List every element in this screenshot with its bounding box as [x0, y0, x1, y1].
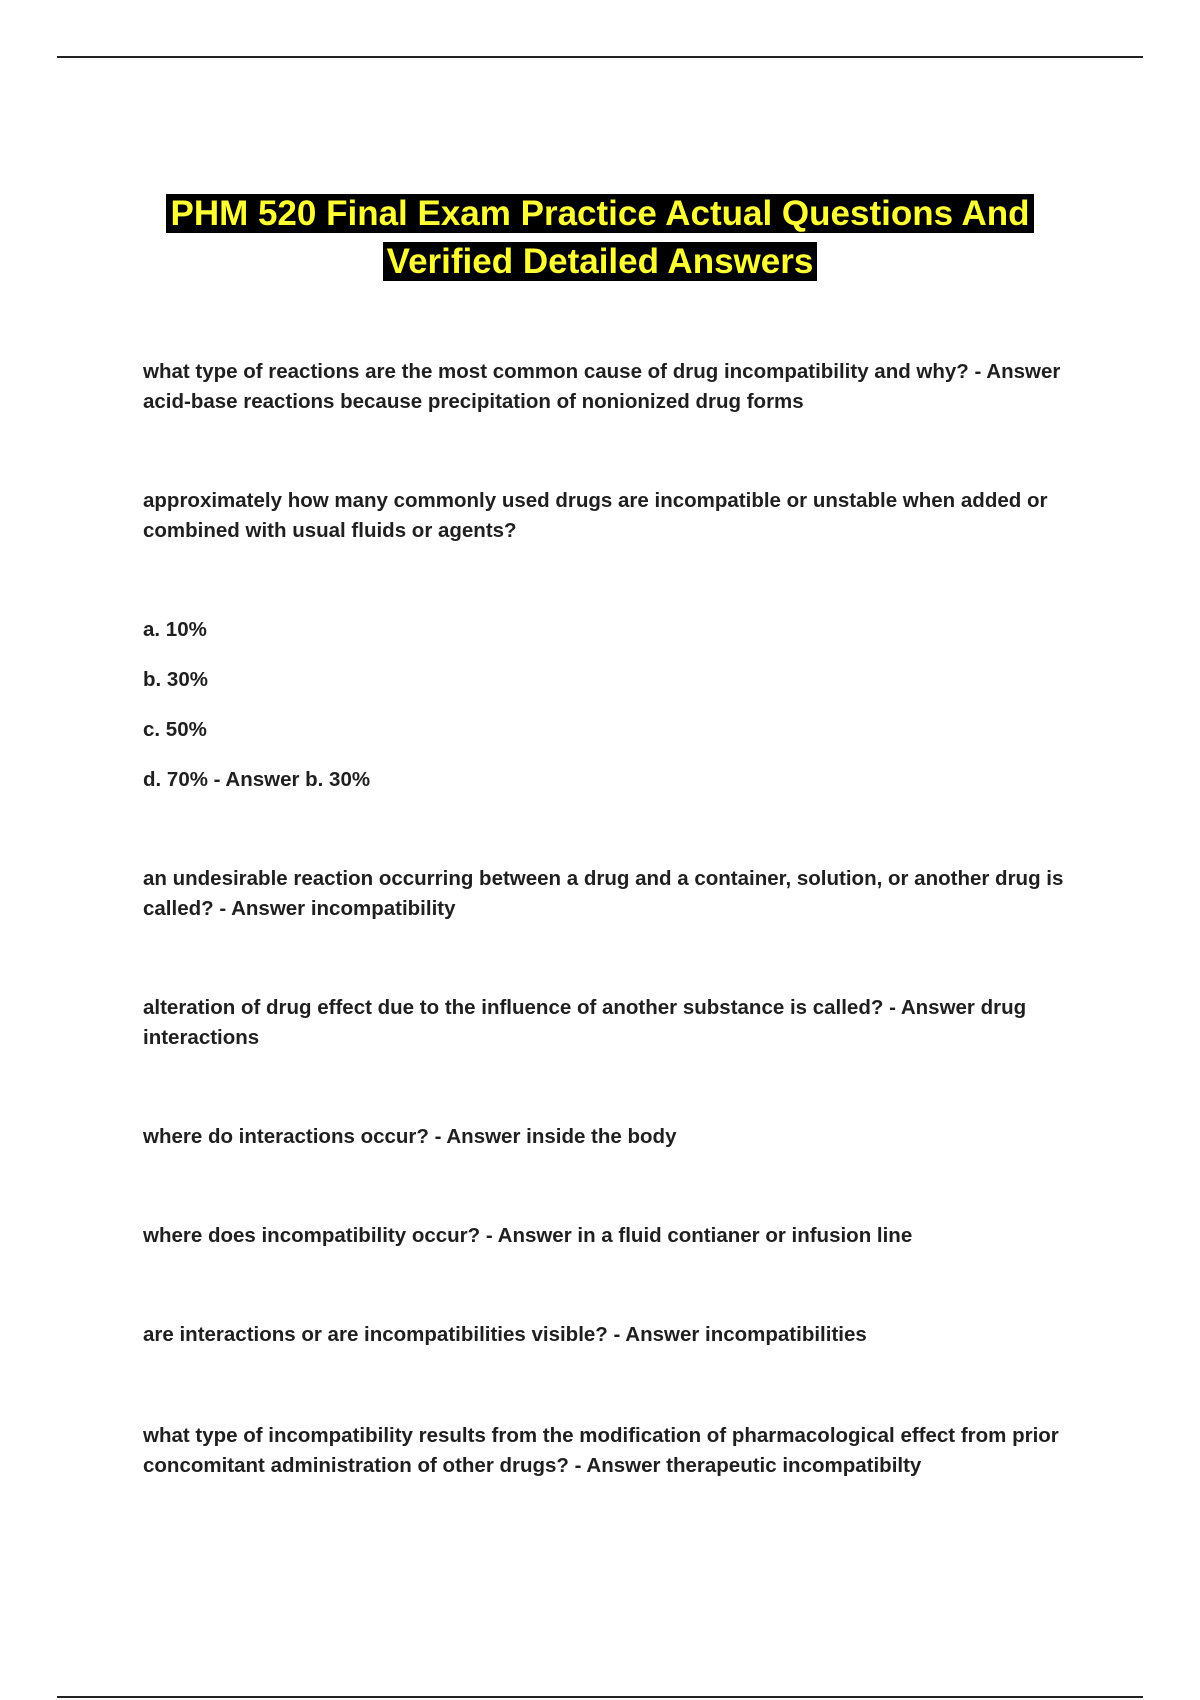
- top-rule: [57, 56, 1143, 58]
- qa-item-3: [143, 864, 1103, 924]
- qa-text: what type of reactions are the most common cause of drug incompatibility and why? - Answer acid-base reactions because precipitation of nonionized drug forms: [143, 360, 1061, 413]
- bottom-rule: [57, 1696, 1143, 1698]
- qa-text: an undesirable reaction occurring between a drug and a container, solution, or another drug is called? - Answer incompatibility: [143, 867, 1064, 920]
- title-line-2: Verified Detailed Answers: [383, 242, 818, 281]
- title-line-1: PHM 520 Final Exam Practice Actual Questions And: [166, 194, 1033, 233]
- document-title: [80, 190, 1120, 286]
- qa-item-1: [143, 357, 1103, 417]
- option-b: b. 30%: [143, 668, 208, 691]
- qa-item-2: [143, 486, 1103, 546]
- qa-item-6: [143, 1221, 1103, 1251]
- qa-text: where do interactions occur? - Answer inside the body: [143, 1125, 677, 1148]
- qa-item-8: [143, 1421, 1103, 1481]
- qa-text: where does incompatibility occur? - Answer in a fluid contianer or infusion line: [143, 1224, 913, 1247]
- qa-text: approximately how many commonly used drugs are incompatible or unstable when added or combined with usual fluids or agents?: [143, 489, 1048, 542]
- qa-item-7: [143, 1320, 1103, 1350]
- qa-item-4: [143, 993, 1103, 1053]
- option-a: a. 10%: [143, 618, 207, 641]
- qa-item-5: [143, 1122, 1103, 1152]
- qa-text: alteration of drug effect due to the influence of another substance is called? - Answer drug interactions: [143, 996, 1027, 1049]
- qa-text: are interactions or are incompatibilities visible? - Answer incompatibilities: [143, 1323, 867, 1346]
- option-c: c. 50%: [143, 718, 207, 741]
- qa-text: what type of incompatibility results from the modification of pharmacological effect from prior concomitant administration of other drugs? - Answer therapeutic incompatibilty: [143, 1424, 1059, 1477]
- option-d-answer: d. 70% - Answer b. 30%: [143, 768, 371, 791]
